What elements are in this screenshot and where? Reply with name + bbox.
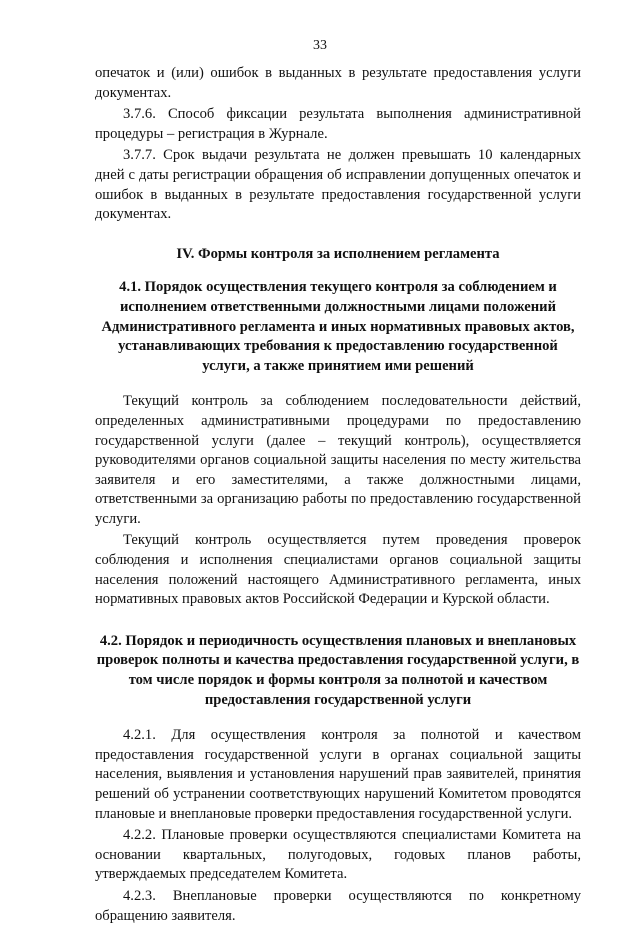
document-body — [95, 64, 581, 926]
paragraph-4-2-1: 4.2.1. Для осуществления контроля за полнотой и качеством предоставления государственной услуги в органах социальной защиты населения, выявления и установления нарушений прав заявителей, принятия решений об устранении соответствующих нарушений Комитетом проводятся плановые и внеплановые проверки предоставления государственной услуги. — [95, 727, 581, 822]
paragraph-4-2-3: 4.2.3. Внеплановые проверки осуществляются по конкретному обращению заявителя. — [95, 887, 581, 924]
continuation-paragraph: опечаток и (или) ошибок в выданных в результате предоставления услуги документах. — [95, 65, 581, 101]
paragraph-3-7-7: 3.7.7. Срок выдачи результата не должен превышать 10 календарных дней с даты регистрации обращения об исправлении допущенных опечаток и ошибок в выданных в результате предоставления государственной услуги документах. — [95, 147, 581, 223]
paragraph-4-2-2: 4.2.2. Плановые проверки осуществляются специалистами Комитета на основании квартальных, полугодовых, годовых планов работы, утверждаемых председателем Комитета. — [95, 827, 581, 883]
page-number: 33 — [313, 38, 327, 53]
section-4-title: IV. Формы контроля за исполнением регламента — [176, 245, 500, 262]
subsection-4-2-heading: 4.2. Порядок и периодичность осуществления плановых и внеплановых проверок полноты и качества предоставления государственной услуги, в том числе порядок и формы контроля за полнотой и качеством предоставления государственной услуги — [96, 632, 580, 708]
paragraph-3-7-6: 3.7.6. Способ фиксации результата выполнения административной процедуры – регистрация в Журнале. — [95, 106, 581, 142]
paragraph-4-1-b: Текущий контроль осуществляется путем проведения проверок соблюдения и исполнения специалистами органов социальной защиты населения положений настоящего Административного регламента, иных нормативных правовых актов Российской Федерации и Курской области. — [95, 532, 581, 608]
paragraph-4-1-a: Текущий контроль за соблюдением последовательности действий, определенных административными процедурами по предоставлению государственной услуги (далее – текущий контроль), осуществляется руководителями органов социальной защиты населения по месту жительства заявителя и его заместителями, а также должностными лицами, ответственными за организацию работы по предоставлению государственной услуги. — [95, 393, 581, 527]
subsection-4-1-heading: 4.1. Порядок осуществления текущего контроля за соблюдением и исполнением ответственными должностными лицами положений Административного регламента и иных нормативных правовых актов, устанавливающих требования к предоставлению государственной услуги, а также принятием ими решений — [101, 279, 575, 374]
